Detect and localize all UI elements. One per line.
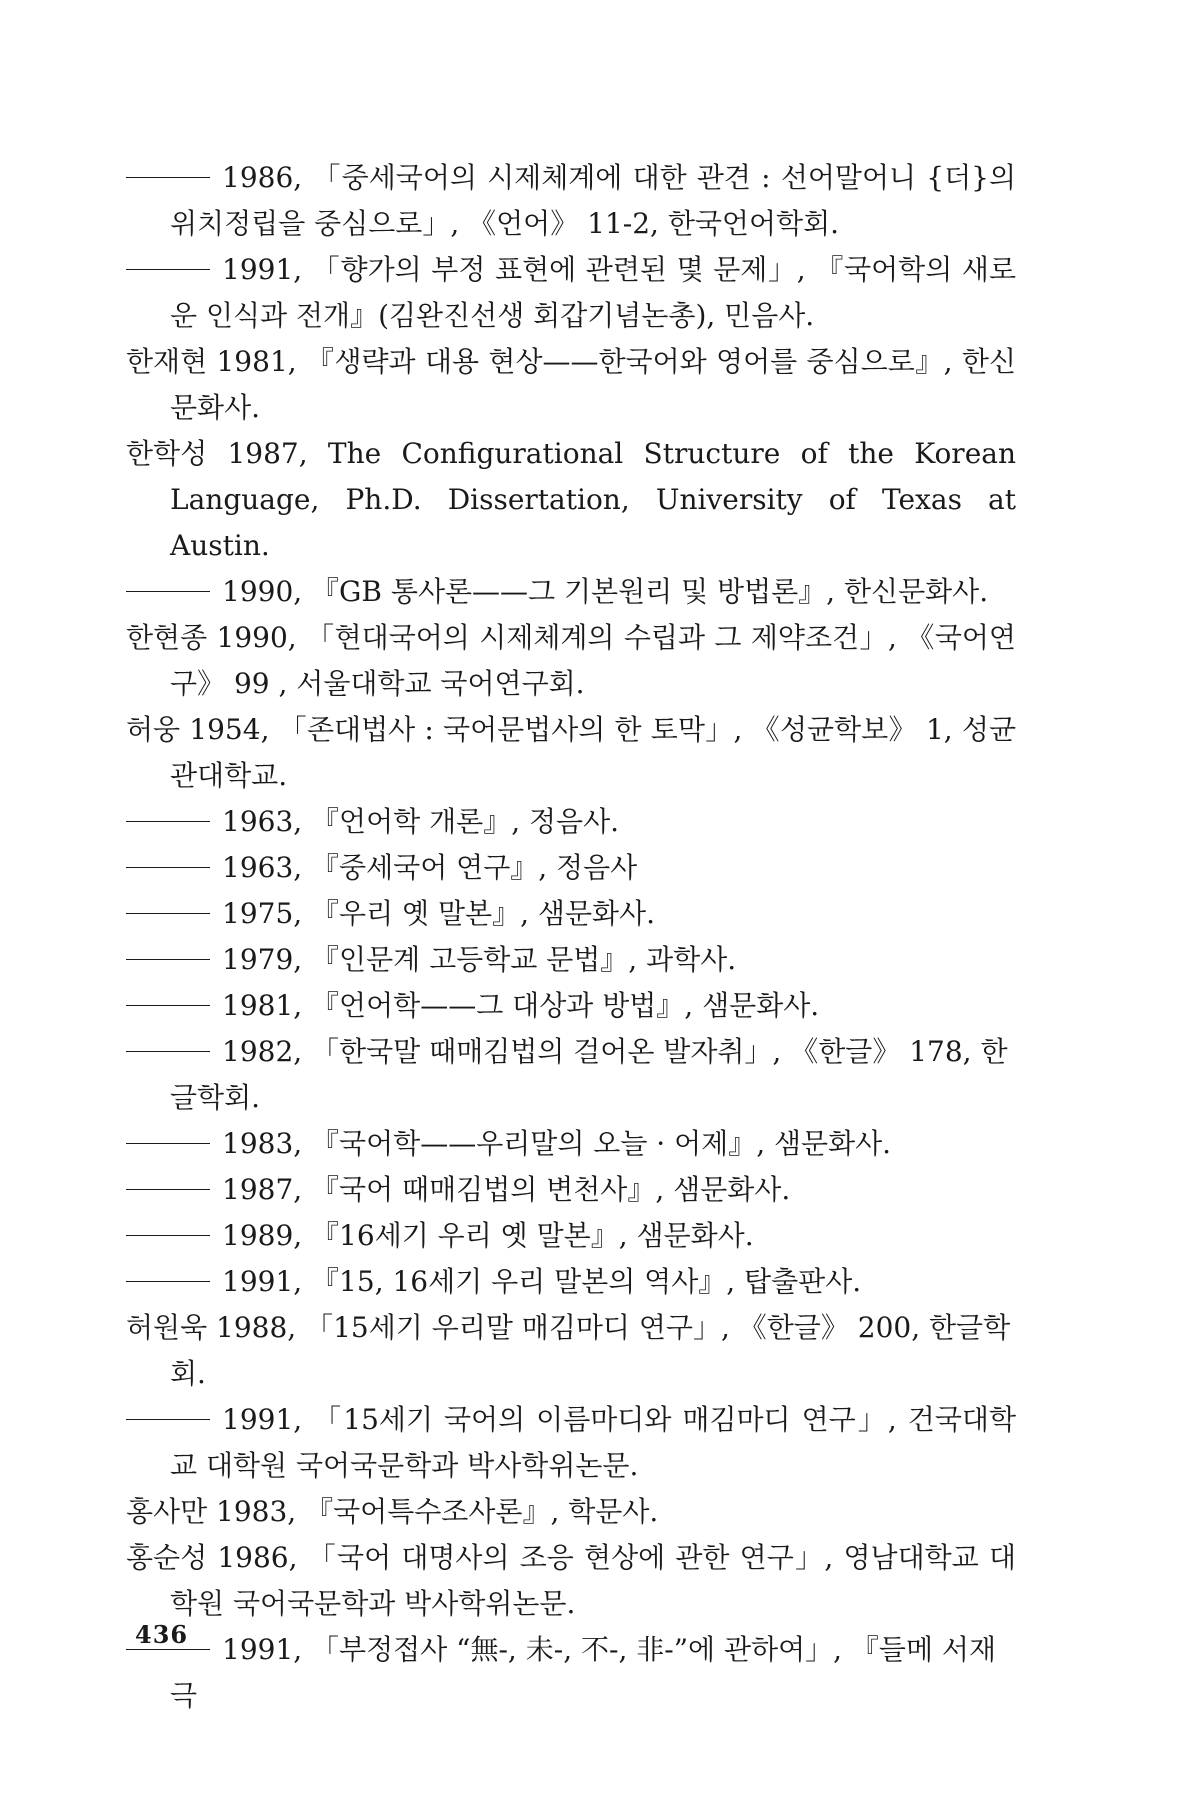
bib-entry-10 xyxy=(126,937,1016,983)
ditto-dash xyxy=(126,1235,210,1236)
bib-entry-text: 1987, 『국어 때매김법의 변천사』, 샘문화사. xyxy=(222,1173,791,1206)
ditto-dash xyxy=(126,269,210,270)
ditto-dash xyxy=(126,821,210,822)
ditto-dash xyxy=(126,867,210,868)
bib-entry-1 xyxy=(126,247,1016,339)
bib-entry-text: 허원욱 1988, 「15세기 우리말 매김마디 연구」, 《한글》 200, 한글학회. xyxy=(126,1311,1011,1390)
bib-entry-text: 1989, 『16세기 우리 옛 말본』, 샘문화사. xyxy=(222,1219,754,1252)
ditto-dash xyxy=(126,1051,210,1052)
bib-entry-5 xyxy=(126,615,1016,707)
bib-entry-text: 1979, 『인문계 고등학교 문법』, 과학사. xyxy=(222,943,737,976)
bib-entry-text: 1991, 『15, 16세기 우리 말본의 역사』, 탑출판사. xyxy=(222,1265,862,1298)
bib-entry-text: 허웅 1954, 「존대법사 : 국어문법사의 한 토막」, 《성균학보》 1, 성균관대학교. xyxy=(126,713,1016,792)
bib-entry-7 xyxy=(126,799,1016,845)
bib-entry-text: 1986, 「중세국어의 시제체계에 대한 관견 : 선어말어니 {더}의 위치정립을 중심으로」, 《언어》 11-2, 한국언어학회. xyxy=(170,161,1016,240)
page-number: 436 xyxy=(135,1620,189,1649)
bib-entry-21 xyxy=(126,1627,1016,1719)
ditto-dash xyxy=(126,1649,210,1650)
bib-entry-11 xyxy=(126,983,1016,1029)
bib-entry-20 xyxy=(126,1535,1016,1627)
bib-entry-16 xyxy=(126,1259,1016,1305)
bib-entry-13 xyxy=(126,1121,1016,1167)
ditto-dash xyxy=(126,177,210,178)
bib-entry-text: 한학성 1987, The Configurational Structure of the Korean Language, Ph.D. Dissertation, University of Texas at Austin. xyxy=(126,437,1016,562)
ditto-dash xyxy=(126,1419,210,1420)
bib-entry-14 xyxy=(126,1167,1016,1213)
bib-entry-18 xyxy=(126,1397,1016,1489)
bib-entry-3 xyxy=(126,431,1016,569)
bib-entry-text: 1991, 「15세기 국어의 이름마디와 매김마디 연구」, 건국대학교 대학원 국어국문학과 박사학위논문. xyxy=(170,1403,1016,1482)
bib-entry-text: 홍사만 1983, 『국어특수조사론』, 학문사. xyxy=(126,1495,659,1528)
ditto-dash xyxy=(126,1281,210,1282)
bib-entry-2 xyxy=(126,339,1016,431)
bib-entry-text: 1975, 『우리 옛 말본』, 샘문화사. xyxy=(222,897,655,930)
ditto-dash xyxy=(126,1189,210,1190)
bib-entry-0 xyxy=(126,155,1016,247)
bib-entry-4 xyxy=(126,569,1016,615)
bibliography xyxy=(126,155,1016,1719)
bib-entry-8 xyxy=(126,845,1016,891)
bib-entry-17 xyxy=(126,1305,1016,1397)
bib-entry-text: 1991, 「부정접사 “無-, 未-, 不-, 非-”에 관하여」, 『들메 서재극 xyxy=(170,1633,997,1712)
bib-entry-text: 1982, 「한국말 때매김법의 걸어온 발자취」, 《한글》 178, 한글학회. xyxy=(170,1035,1008,1114)
ditto-dash xyxy=(126,1005,210,1006)
bib-entry-text: 1991, 「향가의 부정 표현에 관련된 몇 문제」, 『국어학의 새로운 인식과 전개』(김완진선생 회갑기념논총), 민음사. xyxy=(170,253,1016,332)
bib-entry-9 xyxy=(126,891,1016,937)
bib-entry-text: 한현종 1990, 「현대국어의 시제체계의 수립과 그 제약조건」, 《국어연구》 99 , 서울대학교 국어연구회. xyxy=(126,621,1016,700)
ditto-dash xyxy=(126,959,210,960)
ditto-dash xyxy=(126,591,210,592)
bib-entry-text: 한재현 1981, 『생략과 대용 현상——한국어와 영어를 중심으로』, 한신문화사. xyxy=(126,345,1016,424)
bib-entry-text: 1963, 『언어학 개론』, 정음사. xyxy=(222,805,620,838)
bib-entry-19 xyxy=(126,1489,1016,1535)
bib-entry-12 xyxy=(126,1029,1016,1121)
bib-entry-15 xyxy=(126,1213,1016,1259)
bib-entry-text: 1983, 『국어학——우리말의 오늘 · 어제』, 샘문화사. xyxy=(222,1127,892,1160)
bib-entry-text: 홍순성 1986, 「국어 대명사의 조응 현상에 관한 연구」, 영남대학교 대학원 국어국문학과 박사학위논문. xyxy=(126,1541,1016,1620)
ditto-dash xyxy=(126,913,210,914)
bib-entry-text: 1981, 『언어학——그 대상과 방법』, 샘문화사. xyxy=(222,989,820,1022)
bib-entry-text: 1963, 『중세국어 연구』, 정음사 xyxy=(222,851,638,884)
bib-entry-text: 1990, 『GB 통사론——그 기본원리 및 방법론』, 한신문화사. xyxy=(222,575,989,608)
ditto-dash xyxy=(126,1143,210,1144)
bib-entry-6 xyxy=(126,707,1016,799)
